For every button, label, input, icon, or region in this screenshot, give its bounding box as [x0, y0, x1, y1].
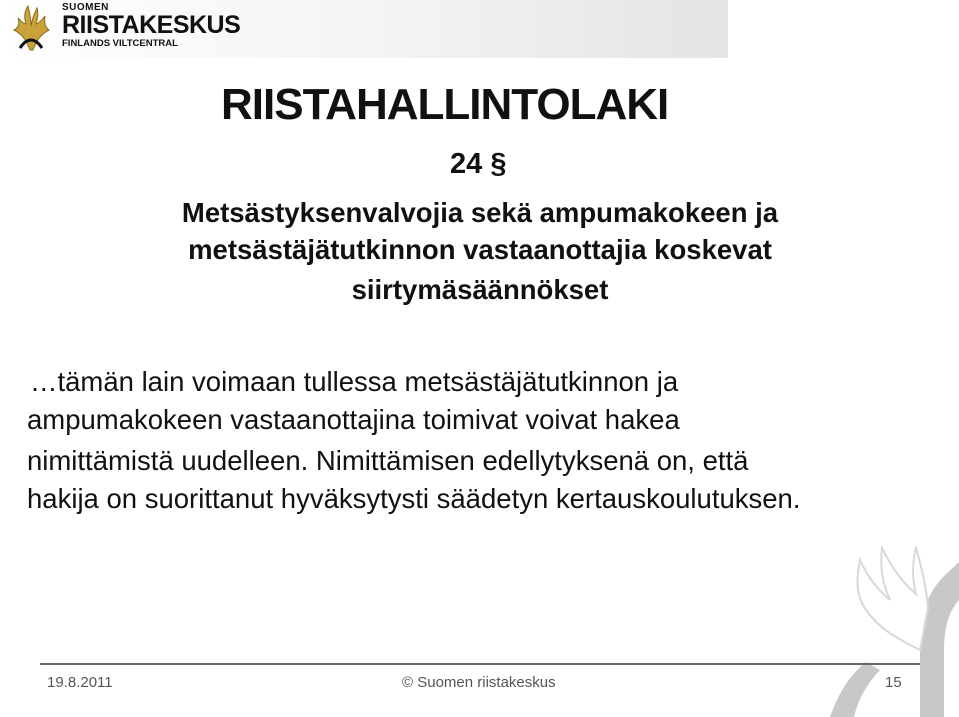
- body-text-line-2: ampumakokeen vastaanottajina toimivat voivat hakea: [27, 404, 680, 435]
- antler-watermark-icon: [770, 490, 959, 717]
- footer-copyright: © Suomen riistakeskus: [402, 674, 556, 691]
- logo-line-3: FINLANDS VILTCENTRAL: [62, 38, 178, 49]
- footer-date: 19.8.2011: [47, 674, 113, 691]
- body-text-line-4: hakija on suorittanut hyväksytysti säädetyn kertauskoulutuksen.: [27, 483, 801, 514]
- section-heading-line-3: siirtymäsäännökset: [351, 274, 609, 305]
- body-text-line-1: …tämän lain voimaan tullessa metsästäjätutkinnon ja: [30, 366, 679, 397]
- logo-line-2: RIISTAKESKUS: [62, 11, 241, 39]
- page-number: 15: [885, 674, 902, 691]
- logo-wordmark: [62, 2, 240, 49]
- body-text-line-3: nimittämistä uudelleen. Nimittämisen edellytyksenä on, että: [27, 445, 749, 476]
- section-heading-line-1: Metsästyksenvalvojia sekä ampumakokeen ja: [181, 197, 779, 228]
- section-heading-line-2: metsästäjätutkinnon vastaanottajia koskevat: [188, 234, 772, 265]
- logo-line-1: SUOMEN: [62, 2, 109, 13]
- slide-title: RIISTAHALLINTOLAKI: [221, 80, 669, 129]
- footer-divider: [40, 663, 920, 665]
- organization-logo: [6, 2, 246, 54]
- section-number: 24 §: [450, 148, 507, 180]
- antler-emblem-icon: [6, 4, 56, 52]
